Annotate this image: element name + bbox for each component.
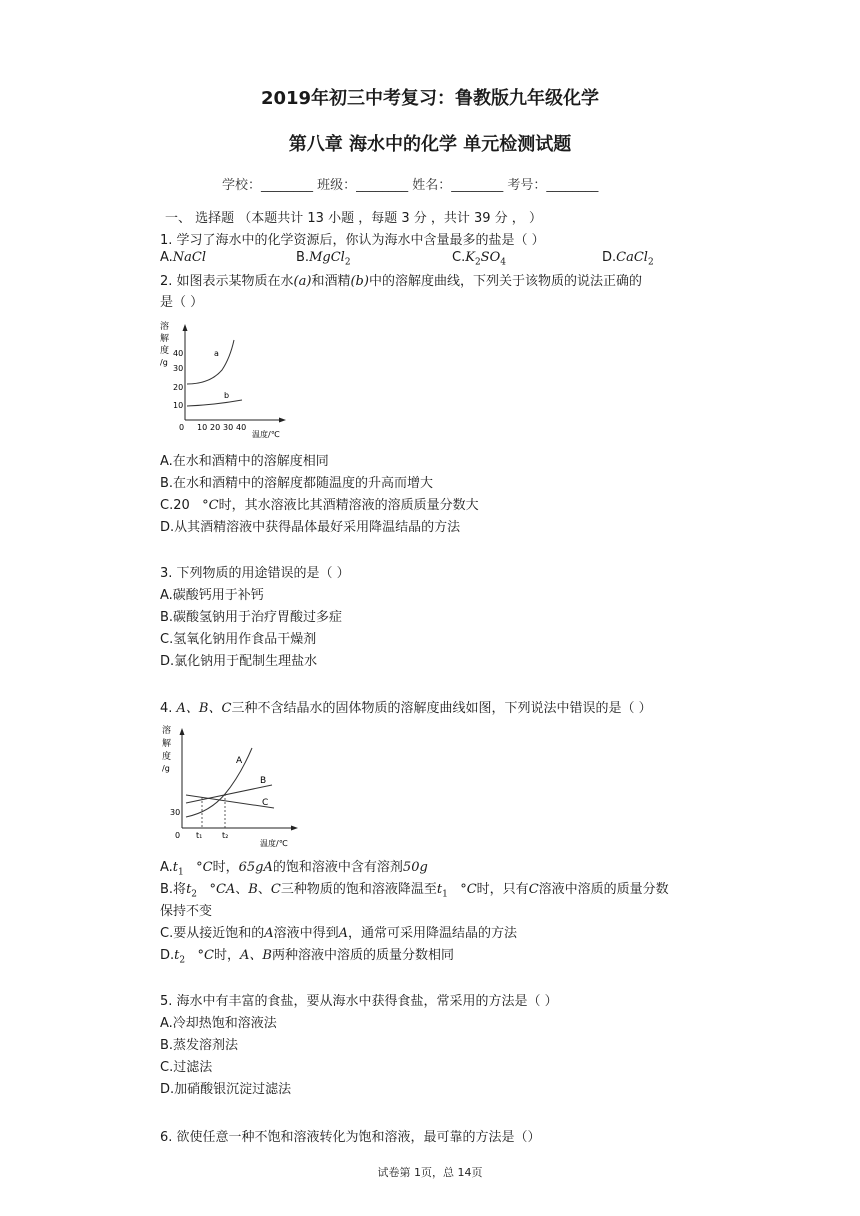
q2-xtick-30: 30 — [223, 423, 234, 432]
section-heading: 一、 选择题 （本题共计 13 小题 ，每题 3 分 ，共计 39 分 ， ） — [165, 211, 542, 226]
q2-option-a: A.在水和酒精中的溶解度相同 — [160, 454, 329, 469]
q3-option-a: A.碳酸钙用于补钙 — [160, 588, 264, 603]
question-5-stem: 5. 海水中有丰富的食盐，要从海水中获得食盐，常采用的方法是（ ） — [160, 994, 558, 1009]
q4-x-axis-arrow — [291, 826, 298, 831]
q1-option-c: $C.K_2SO_4$ — [452, 250, 506, 268]
q2-ytick-10: 10 — [173, 401, 184, 410]
q5-option-d: D.加硝酸银沉淀过滤法 — [160, 1082, 292, 1097]
q4-curve-a-label: A — [236, 756, 243, 766]
q4-ylabel-char-1: 溶 — [162, 726, 172, 736]
q2-solubility-chart — [158, 318, 288, 442]
q1-option-d: D.CaCl$_2$ — [602, 250, 654, 268]
q4-curve-c-label: C — [262, 798, 269, 808]
q4-xlabel: 温度/℃ — [260, 839, 288, 848]
question-4-stem: 4. A、B、C三种不含结晶水的固体物质的溶解度曲线如图，下列说法中错误的是（ ） — [160, 701, 652, 716]
q3-option-d: D.氯化钠用于配制生理盐水 — [160, 654, 318, 669]
q2-xtick-20: 20 — [210, 423, 221, 432]
q2-x-axis-arrow — [279, 418, 286, 423]
q4-ylabel-char-4: /g — [162, 764, 170, 773]
q5-option-a: A.冷却热饱和溶液法 — [160, 1016, 277, 1031]
q5-option-b: B.蒸发溶剂法 — [160, 1038, 239, 1053]
q4-ylabel-char-2: 解 — [162, 739, 172, 749]
q2-option-c: C.20 °C时，其水溶液比其酒精溶液的溶质质量分数大 — [160, 498, 479, 513]
q2-ylabel-char-2: 解 — [160, 334, 170, 344]
q2-xtick-10: 10 — [197, 423, 208, 432]
exam-title: 2019年初三中考复习：鲁教版九年级化学 — [260, 88, 600, 109]
question-3-stem: 3. 下列物质的用途错误的是（ ） — [160, 566, 350, 581]
q2-xlabel: 温度/℃ — [252, 430, 280, 439]
q5-option-c: C.过滤法 — [160, 1060, 213, 1075]
q4-option-a: $A.t_1$ °C时，65gA的饱和溶液中含有溶剂50g — [160, 860, 428, 878]
q4-y-axis-arrow — [180, 728, 185, 735]
q2-xtick-40: 40 — [236, 423, 247, 432]
q2-curve-b — [187, 400, 242, 406]
q2-ytick-30: 30 — [173, 364, 184, 373]
q2-ylabel-char-4: /g — [160, 358, 168, 367]
q2-xtick-0: 0 — [179, 423, 185, 432]
q4-xtick-t1: t₁ — [196, 831, 203, 840]
page-footer: 试卷第 1页，总 14页 — [377, 1166, 483, 1179]
q4-origin: 0 — [175, 831, 181, 840]
q4-option-b-line2: 保持不变 — [160, 904, 213, 919]
q4-solubility-chart — [158, 720, 303, 852]
q3-option-c: C.氢氧化钠用作食品干燥剂 — [160, 632, 317, 647]
q2-ylabel-char-3: 度 — [160, 346, 170, 356]
student-info-line: 学校：________ 班级：________ 姓名：________ 考号：________ — [222, 178, 599, 193]
q2-curve-a-label: a — [214, 349, 219, 358]
q2-option-b: B.在水和酒精中的溶解度都随温度的升高而增大 — [160, 476, 434, 491]
q4-curve-b — [186, 785, 272, 803]
q4-ylabel-char-3: 度 — [162, 752, 172, 762]
q4-curve-c — [186, 795, 274, 808]
q2-ytick-20: 20 — [173, 383, 184, 392]
q4-option-d: $D.t_2$ °C时，A、B两种溶液中溶质的质量分数相同 — [160, 948, 454, 966]
q4-xtick-t2: t₂ — [222, 831, 229, 840]
q4-ytick-30: 30 — [170, 808, 181, 817]
q2-curve-b-label: b — [224, 391, 230, 400]
question-1-stem: 1. 学习了海水中的化学资源后，你认为海水中含量最多的盐是（ ） — [160, 233, 545, 248]
q3-option-b: B.碳酸氢钠用于治疗胃酸过多症 — [160, 610, 343, 625]
q2-ylabel-char-1: 溶 — [160, 322, 170, 332]
q2-option-d: D.从其酒精溶液中获得晶体最好采用降温结晶的方法 — [160, 520, 461, 535]
q1-option-a: A.NaCl — [160, 250, 207, 265]
q4-option-c: C.要从接近饱和的A溶液中得到A，通常可采用降温结晶的方法 — [160, 926, 518, 941]
q2-curve-a — [187, 340, 234, 384]
question-6-stem: 6. 欲使任意一种不饱和溶液转化为饱和溶液，最可靠的方法是（） — [160, 1130, 541, 1145]
question-2-stem-line2: 是（ ） — [160, 295, 204, 310]
q2-y-axis-arrow — [183, 324, 188, 331]
q4-option-b: B.将$t_2$ °CA、B、C三种物质的饱和溶液降温至$t_1$ °C时，只有C溶液中溶质的质量分数 — [160, 882, 669, 900]
q2-ytick-40: 40 — [173, 349, 184, 358]
exam-subtitle: 第八章 海水中的化学 单元检测试题 — [288, 134, 572, 155]
question-2-stem: 2. 如图表示某物质在水(a)和酒精(b)中的溶解度曲线，下列关于该物质的说法正确的 — [160, 274, 642, 289]
q1-option-b: B.MgCl$_2$ — [296, 250, 351, 268]
q4-curve-b-label: B — [260, 776, 267, 786]
